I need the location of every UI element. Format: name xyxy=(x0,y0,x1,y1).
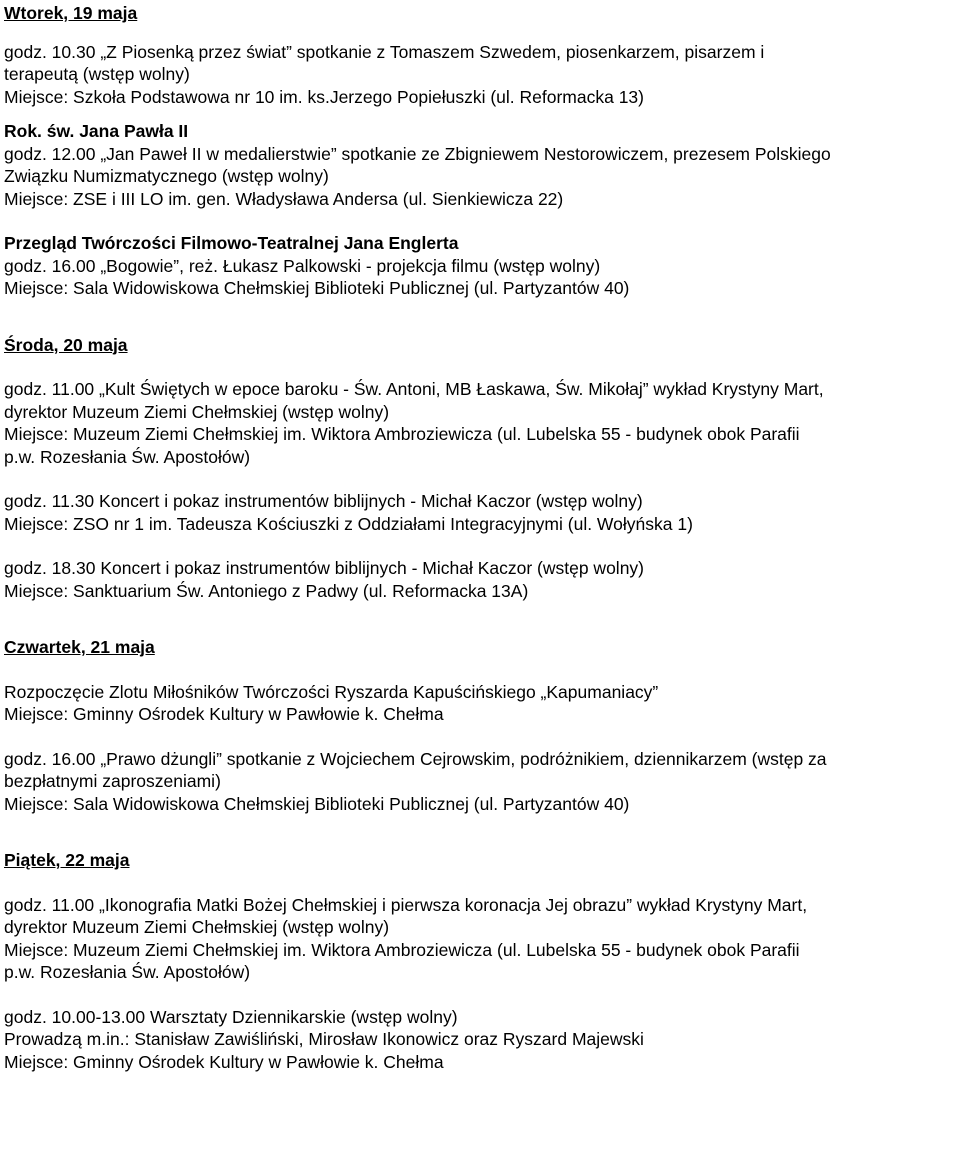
event-location: p.w. Rozesłania Św. Apostołów) xyxy=(4,446,251,467)
day-section-thursday xyxy=(4,636,959,815)
day-section-wednesday xyxy=(4,334,959,603)
event-line: terapeutą (wstęp wolny) xyxy=(4,64,190,84)
event-line: godz. 10.30 „Z Piosenką przez świat” spotkanie z Tomaszem Szwedem, piosenkarzem, pisarzem i xyxy=(4,41,765,62)
event-line: dyrektor Muzeum Ziemi Chełmskiej (wstęp wolny) xyxy=(4,917,390,937)
event-series-title: Przegląd Twórczości Filmowo-Teatralnej Jana Englerta xyxy=(4,233,459,253)
event-location: Miejsce: Gminny Ośrodek Kultury w Pawłowie k. Chełma xyxy=(4,704,444,724)
event-block xyxy=(4,894,959,984)
day-section-tuesday xyxy=(4,2,959,300)
event-line: godz. 18.30 Koncert i pokaz instrumentów biblijnych - Michał Kaczor (wstęp wolny) xyxy=(4,558,645,578)
event-series-title: Rok. św. Jana Pawła II xyxy=(4,121,189,141)
event-location: Miejsce: ZSE i III LO im. gen. Władysława Andersa (ul. Sienkiewicza 22) xyxy=(4,188,564,209)
event-block xyxy=(4,232,959,300)
event-line: godz. 11.00 „Kult Świętych w epoce baroku - Św. Antoni, MB Łaskawa, Św. Mikołaj” wykład Krystyny Mart, xyxy=(4,379,824,399)
event-location: p.w. Rozesłania Św. Apostołów) xyxy=(4,962,251,982)
event-line: dyrektor Muzeum Ziemi Chełmskiej (wstęp wolny) xyxy=(4,401,390,422)
event-block xyxy=(4,41,959,109)
day-heading: Czwartek, 21 maja xyxy=(4,637,155,657)
event-line: godz. 16.00 „Prawo dżungli” spotkanie z Wojciechem Cejrowskim, podróżnikiem, dziennikarzem (wstęp za xyxy=(4,748,827,769)
event-block xyxy=(4,748,959,816)
event-block xyxy=(4,490,959,535)
event-location: Miejsce: Sanktuarium Św. Antoniego z Padwy (ul. Reformacka 13A) xyxy=(4,580,529,601)
event-location: Miejsce: Muzeum Ziemi Chełmskiej im. Wiktora Ambroziewicza (ul. Lubelska 55 - budynek obok Parafii xyxy=(4,939,800,960)
event-line: bezpłatnymi zaproszeniami) xyxy=(4,771,221,791)
event-location: Miejsce: ZSO nr 1 im. Tadeusza Kościuszki z Oddziałami Integracyjnymi (ul. Wołyńska 1) xyxy=(4,513,693,534)
event-line: Związku Numizmatycznego (wstęp wolny) xyxy=(4,166,329,186)
event-line: godz. 12.00 „Jan Paweł II w medalierstwie” spotkanie ze Zbigniewem Nestorowiczem, prezesem Polskiego xyxy=(4,143,831,164)
event-block xyxy=(4,557,959,602)
event-block xyxy=(4,681,959,726)
event-block xyxy=(4,1006,959,1074)
event-block xyxy=(4,378,959,468)
event-location: Miejsce: Sala Widowiskowa Chełmskiej Biblioteki Publicznej (ul. Partyzantów 40) xyxy=(4,793,630,814)
event-line: godz. 11.30 Koncert i pokaz instrumentów biblijnych - Michał Kaczor (wstęp wolny) xyxy=(4,491,643,511)
event-line: godz. 11.00 „Ikonografia Matki Bożej Chełmskiej i pierwsza koronacja Jej obrazu” wykład Krystyny Mart, xyxy=(4,894,808,915)
event-line: Prowadzą m.in.: Stanisław Zawiśliński, Mirosław Ikonowicz oraz Ryszard Majewski xyxy=(4,1029,644,1049)
event-line: godz. 10.00-13.00 Warsztaty Dziennikarskie (wstęp wolny) xyxy=(4,1006,458,1027)
event-location: Miejsce: Gminny Ośrodek Kultury w Pawłowie k. Chełma xyxy=(4,1051,444,1072)
event-line: Rozpoczęcie Zlotu Miłośników Twórczości Ryszarda Kapuścińskiego „Kapumaniacy” xyxy=(4,681,659,702)
event-block xyxy=(4,120,959,210)
day-heading: Środa, 20 maja xyxy=(4,334,128,355)
day-section-friday xyxy=(4,849,959,1073)
event-line: godz. 16.00 „Bogowie”, reż. Łukasz Palkowski - projekcja filmu (wstęp wolny) xyxy=(4,255,601,276)
event-schedule-document xyxy=(4,2,959,1073)
event-location: Miejsce: Szkoła Podstawowa nr 10 im. ks.Jerzego Popiełuszki (ul. Reformacka 13) xyxy=(4,86,644,107)
day-heading: Piątek, 22 maja xyxy=(4,850,130,870)
event-location: Miejsce: Muzeum Ziemi Chełmskiej im. Wiktora Ambroziewicza (ul. Lubelska 55 - budynek obok Parafii xyxy=(4,424,800,444)
event-location: Miejsce: Sala Widowiskowa Chełmskiej Biblioteki Publicznej (ul. Partyzantów 40) xyxy=(4,278,630,298)
day-heading: Wtorek, 19 maja xyxy=(4,3,138,23)
